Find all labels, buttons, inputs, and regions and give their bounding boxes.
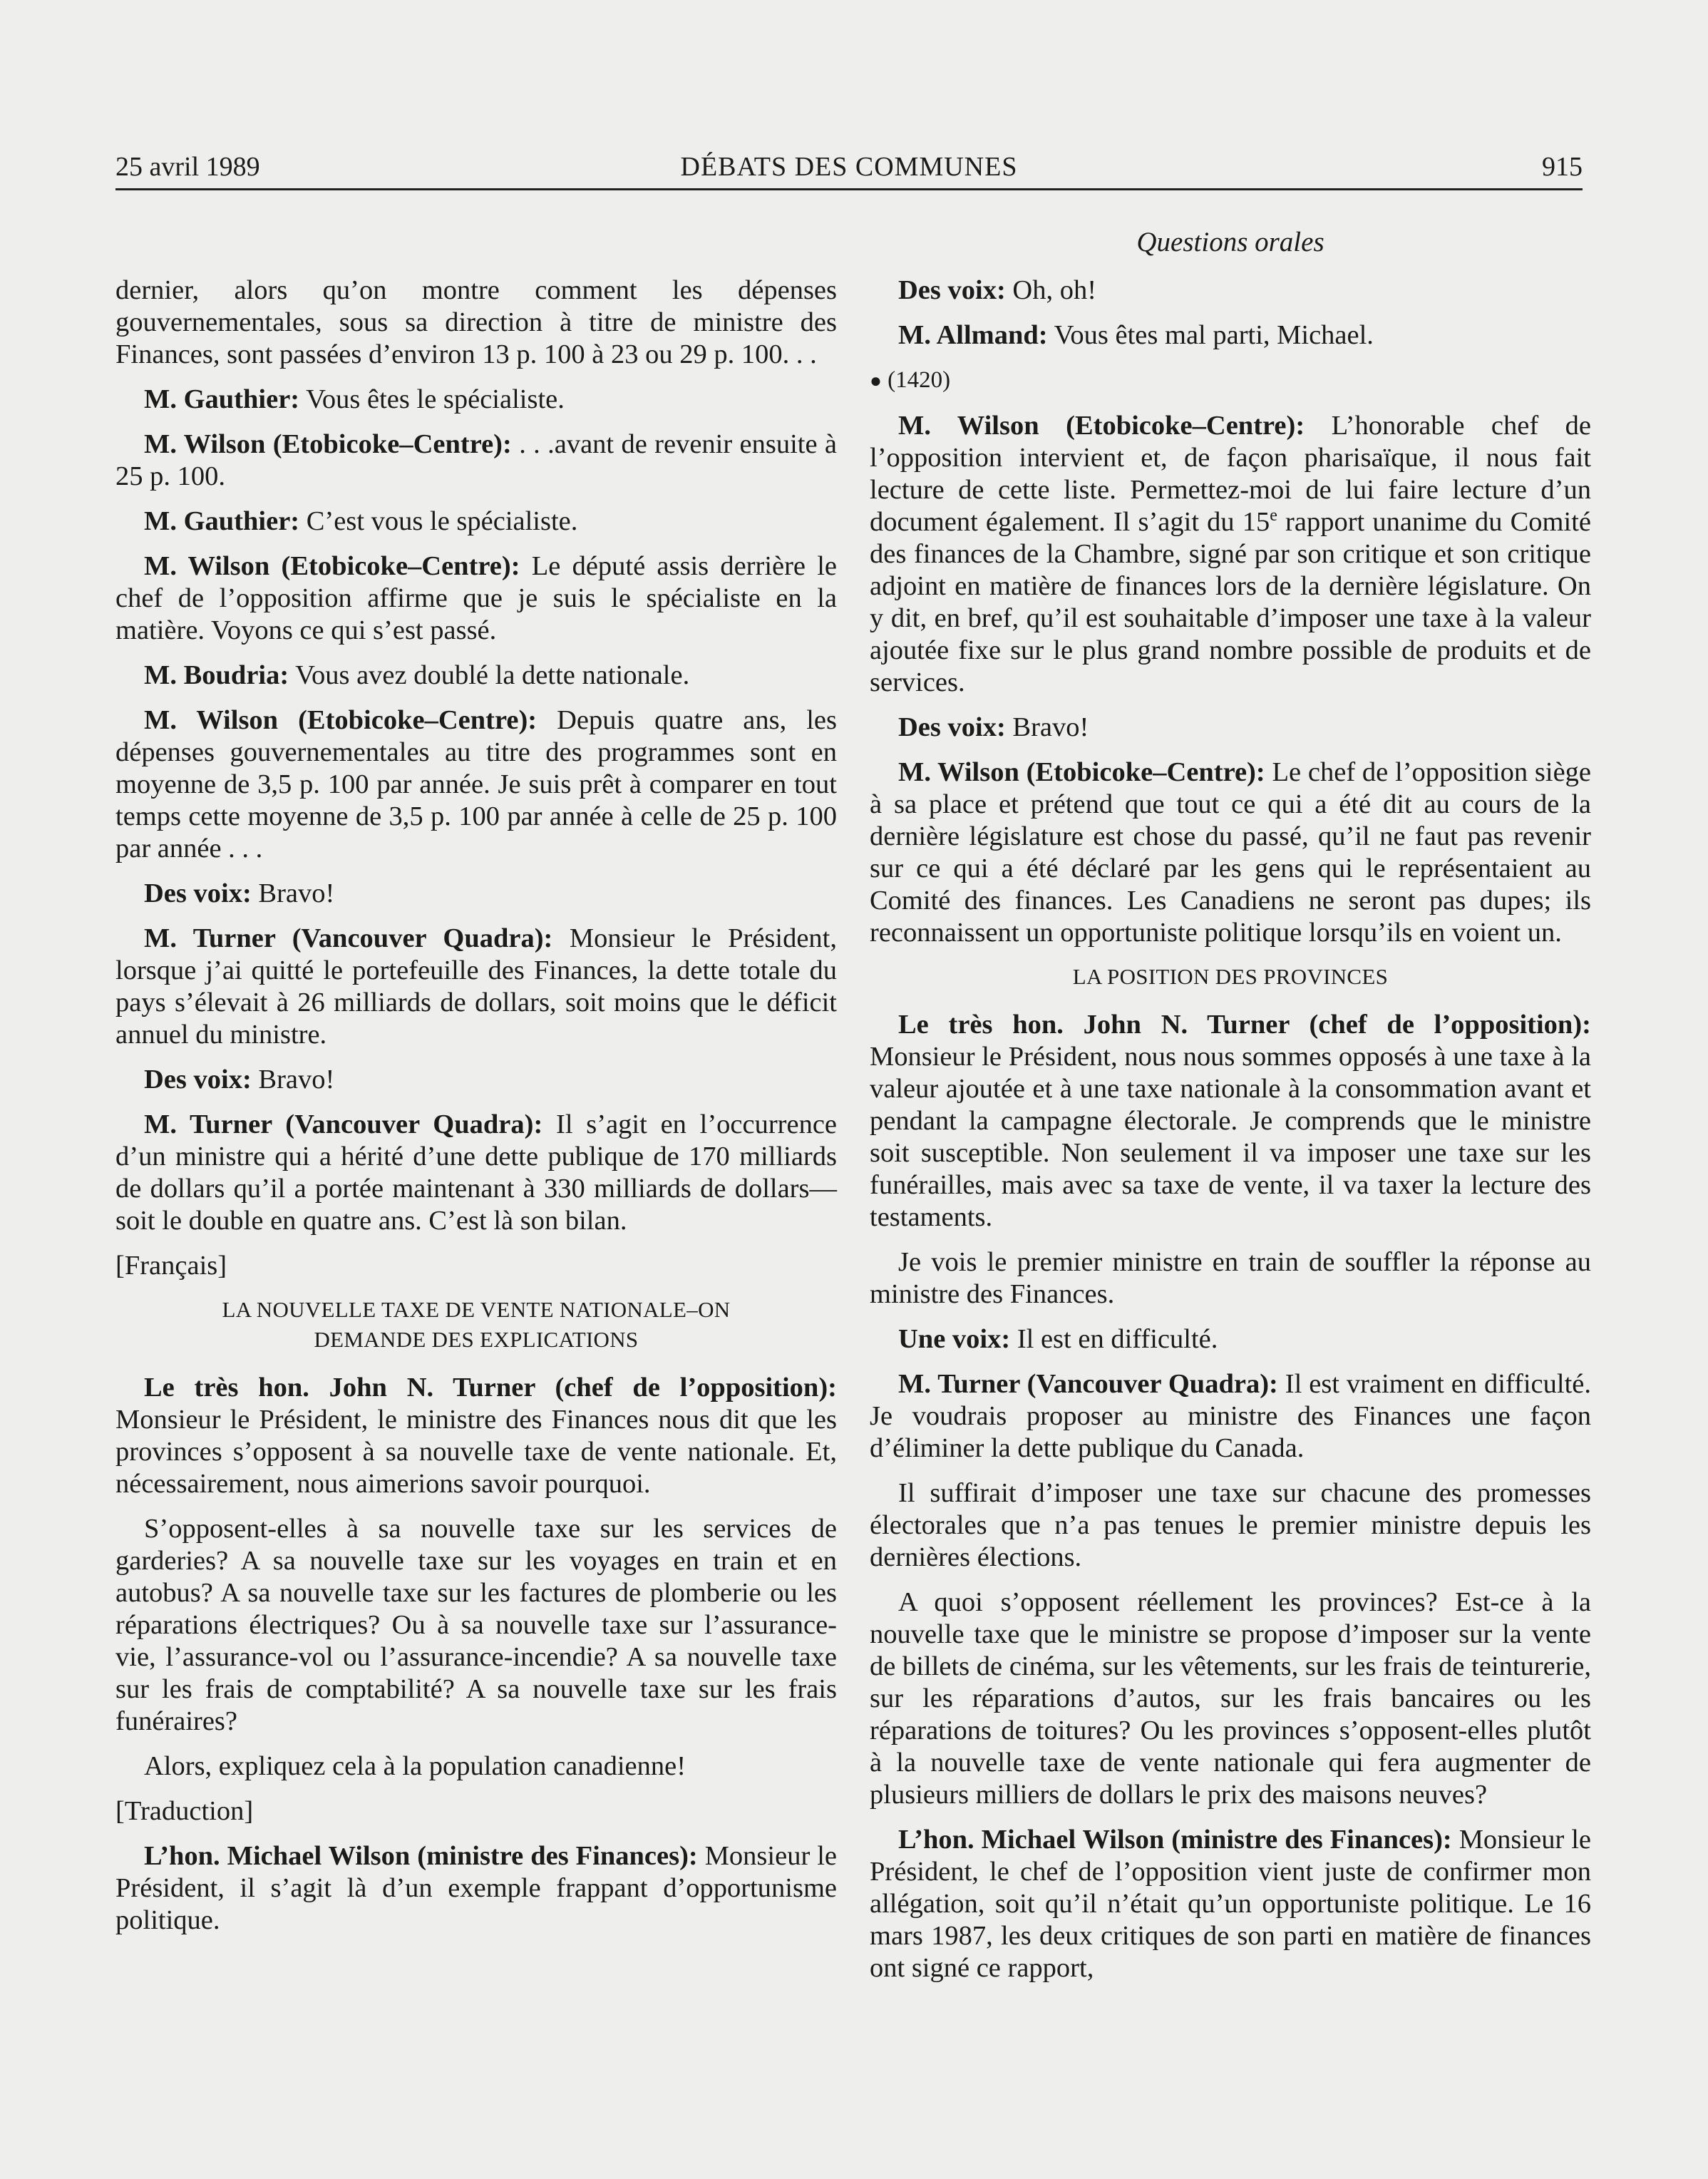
speech-text: Vous avez doublé la dette nationale. — [295, 660, 690, 690]
speech-text: Il s’agit en l’occurrence d’un ministre qui a hérité d’une dette publique de 170 milliards de dollars qu’il a portée maintenant à 330 milliards de dollars—soit le double en quatre ans. C’est là son bilan. — [115, 1109, 838, 1236]
speech — [115, 878, 837, 910]
speaker-name: Des voix: — [144, 1065, 252, 1094]
speech — [115, 550, 837, 647]
speaker-name: M. Boudria: — [144, 660, 289, 690]
header-rule — [115, 188, 1583, 190]
speech — [870, 1009, 1591, 1234]
right-column — [870, 275, 1591, 1997]
paragraph: Il suffirait d’imposer une taxe sur chacune des promesses électorales que n’a pas tenues le premier ministre depuis les dernières élections. — [870, 1478, 1591, 1572]
section-label: Questions orales — [1136, 227, 1324, 257]
speaker-name: M. Wilson (Etobicoke–Centre): — [898, 757, 1265, 787]
speech-text: . . .avant de revenir ensuite à 25 p. 100. — [115, 429, 838, 491]
speech — [115, 1372, 837, 1500]
speaker-name: M. Allmand: — [898, 320, 1048, 350]
speaker-name: M. Wilson (Etobicoke–Centre): — [144, 551, 520, 581]
speech — [870, 712, 1591, 744]
speaker-name: Le très hon. John N. Turner (chef de l’opposition): — [898, 1010, 1591, 1040]
speaker-name: M. Turner (Vancouver Quadra): — [144, 923, 553, 953]
speech-text: Monsieur le Président, nous nous sommes opposés à une taxe à la valeur ajoutée et à une taxe nationale à la consommation avant et pendant la campagne électorale. Je comprends que le ministre soit susceptible. Non seulement il va imposer une taxe sur les funérailles, mais avec sa taxe de vente, il va taxer la lecture des testaments. — [870, 1042, 1591, 1232]
speech-text: Bravo! — [258, 1065, 335, 1094]
speech — [115, 1109, 837, 1237]
paragraph: A quoi s’opposent réellement les provinces? Est-ce à la nouvelle taxe que le ministre se propose d’imposer sur la vente de billets de cinéma, sur les vêtements, sur les frais de teinturerie, sur les réparations d’autos, sur les frais bancaires ou les réparations de toitures? Ou les provinces s’opposent-elles plutôt à la nouvelle taxe de vente nationale qui fera augmenter de plusieurs milliers de dollars le prix des maisons neuves? — [870, 1587, 1591, 1810]
page-number: 915 — [1542, 152, 1583, 182]
speech — [115, 923, 837, 1051]
time-marker — [870, 364, 1591, 397]
heading-line: DEMANDE DES EXPLICATIONS — [314, 1327, 639, 1352]
ordinal-superscript: e — [1270, 506, 1277, 525]
speech — [870, 1824, 1591, 1984]
speech — [115, 429, 837, 493]
speech-text: C’est vous le spécialiste. — [306, 506, 578, 536]
section-heading: LA POSITION DES PROVINCES — [1072, 964, 1389, 989]
speech-text: Vous êtes mal parti, Michael. — [1054, 320, 1374, 350]
speech-text: Bravo! — [258, 878, 335, 908]
speech-text: Il est vraiment en difficulté. Je voudrais proposer au ministre des Finances une façon d’éliminer la dette publique du Canada. — [870, 1369, 1592, 1463]
speech — [870, 319, 1591, 352]
speaker-name: Une voix: — [898, 1324, 1011, 1354]
paragraph: Alors, expliquez cela à la population canadienne! — [144, 1751, 686, 1781]
speech-text: Monsieur le Président, le ministre des Finances nous dit que les provinces s’opposent à sa nouvelle taxe de vente nationale. Et, nécessairement, nous aimerions savoir pourquoi. — [115, 1405, 837, 1499]
speaker-name: M. Wilson (Etobicoke–Centre): — [144, 429, 512, 459]
speech — [870, 275, 1591, 307]
speech — [115, 660, 837, 692]
speaker-name: M. Gauthier: — [144, 384, 300, 414]
paragraph: S’opposent-elles à sa nouvelle taxe sur les services de garderies? A sa nouvelle taxe sur les voyages en train et en autobus? A sa nouvelle taxe sur les factures de plomberie ou les réparations électriques? Ou à sa nouvelle taxe sur l’assurance-vie, l’assurance-vol ou l’assurance-incendie? A sa nouvelle taxe sur les frais de comptabilité? A sa nouvelle taxe sur les frais funéraires? — [115, 1514, 837, 1736]
speaker-name: Des voix: — [898, 275, 1006, 305]
speech-text: Le chef de l’opposition siège à sa place et prétend que tout ce qui a été dit au cours de la dernière législature est chose du passé, qu’il ne faut pas revenir sur ce qui a été déclaré par les gens qui le représentaient au Comité des finances. Les Canadiens ne seront pas dupes; ils reconnaissent un opportuniste politique lorsqu’ils en voient un. — [870, 757, 1592, 948]
header-title: DÉBATS DES COMMUNES — [680, 152, 1018, 182]
speech-text: Monsieur le Président, il s’agit là d’un exemple frappant d’opportunisme politique. — [115, 1841, 838, 1935]
speaker-name: M. Turner (Vancouver Quadra): — [898, 1369, 1278, 1399]
speaker-name: L’hon. Michael Wilson (ministre des Finances): — [144, 1841, 698, 1871]
speech-text: Oh, oh! — [1012, 275, 1097, 305]
paragraph: dernier, alors qu’on montre comment les dépenses gouvernementales, sous sa direction à titre de ministre des Finances, sont passées d’environ 13 p. 100 à 23 ou 29 p. 100. . . — [115, 275, 837, 369]
speech-text: Vous êtes le spécialiste. — [306, 384, 565, 414]
speaker-name: Le très hon. John N. Turner (chef de l’opposition): — [144, 1373, 837, 1403]
speech — [870, 757, 1591, 949]
language-note: [Français] — [115, 1251, 227, 1281]
speaker-name: Des voix: — [898, 712, 1006, 742]
speech-text: Le député assis derrière le chef de l’opposition affirme que je suis le spécialiste en la matière. Voyons ce qui s’est passé. — [115, 551, 838, 645]
speech-text: Il est en difficulté. — [1017, 1324, 1218, 1354]
speaker-name: L’hon. Michael Wilson (ministre des Finances): — [898, 1825, 1452, 1855]
speech — [870, 410, 1591, 699]
bullet-icon: ● — [870, 370, 882, 392]
speech — [115, 1840, 837, 1937]
speech-text: rapport unanime du Comité des finances de la Chambre, signé par son critique et son critique adjoint en matière de finances lors de la dernière législature. On y dit, en bref, qu’il est souhaitable d’imposer une taxe à la valeur ajoutée fixe sur le plus grand nombre possible de produits et de services. — [870, 507, 1591, 697]
time-marker-text: (1420) — [888, 367, 951, 393]
speech — [115, 704, 837, 865]
speech — [115, 506, 837, 538]
speaker-name: M. Wilson (Etobicoke–Centre): — [144, 705, 537, 735]
language-note: [Traduction] — [115, 1796, 254, 1826]
speech-text: L’honorable chef de l’opposition intervient et, de façon pharisaïque, il nous fait lecture de cette liste. Permettez-moi de lui faire lecture d’un document également. Il s’agit du 15 — [870, 411, 1592, 537]
speech — [115, 1064, 837, 1096]
speech — [870, 1323, 1591, 1355]
heading-line: LA NOUVELLE TAXE DE VENTE NATIONALE–ON — [222, 1297, 731, 1322]
speaker-name: Des voix: — [144, 878, 252, 908]
speaker-name: M. Turner (Vancouver Quadra): — [144, 1109, 543, 1139]
speaker-name: M. Wilson (Etobicoke–Centre): — [898, 411, 1305, 441]
page-header — [115, 146, 1583, 188]
speech-text: Depuis quatre ans, les dépenses gouvernementales au titre des programmes sont en moyenne de 3,5 p. 100 par année. Je suis prêt à comparer en tout temps cette moyenne de 3,5 p. 100 par année à celle de 25 p. 100 par année . . . — [115, 705, 838, 863]
speech — [115, 384, 837, 416]
section-heading — [115, 1295, 837, 1355]
speaker-name: M. Gauthier: — [144, 506, 300, 536]
left-column — [115, 275, 837, 1949]
header-date: 25 avril 1989 — [115, 152, 260, 182]
speech-text: Bravo! — [1012, 712, 1089, 742]
speech — [870, 1368, 1591, 1465]
paragraph: Je vois le premier ministre en train de souffler la réponse au ministre des Finances. — [870, 1247, 1591, 1309]
speech-text: Monsieur le Président, le chef de l’opposition vient juste de confirmer mon allégation, soit qu’il n’était qu’un opportuniste politique. Le 16 mars 1987, les deux critiques de son parti en matière de finances ont signé ce rapport, — [870, 1825, 1592, 1983]
speech-text: Monsieur le Président, lorsque j’ai quitté le portefeuille des Finances, la dette totale du pays s’élevait à 26 milliards de dollars, soit moins que le déficit annuel du ministre. — [115, 923, 838, 1050]
